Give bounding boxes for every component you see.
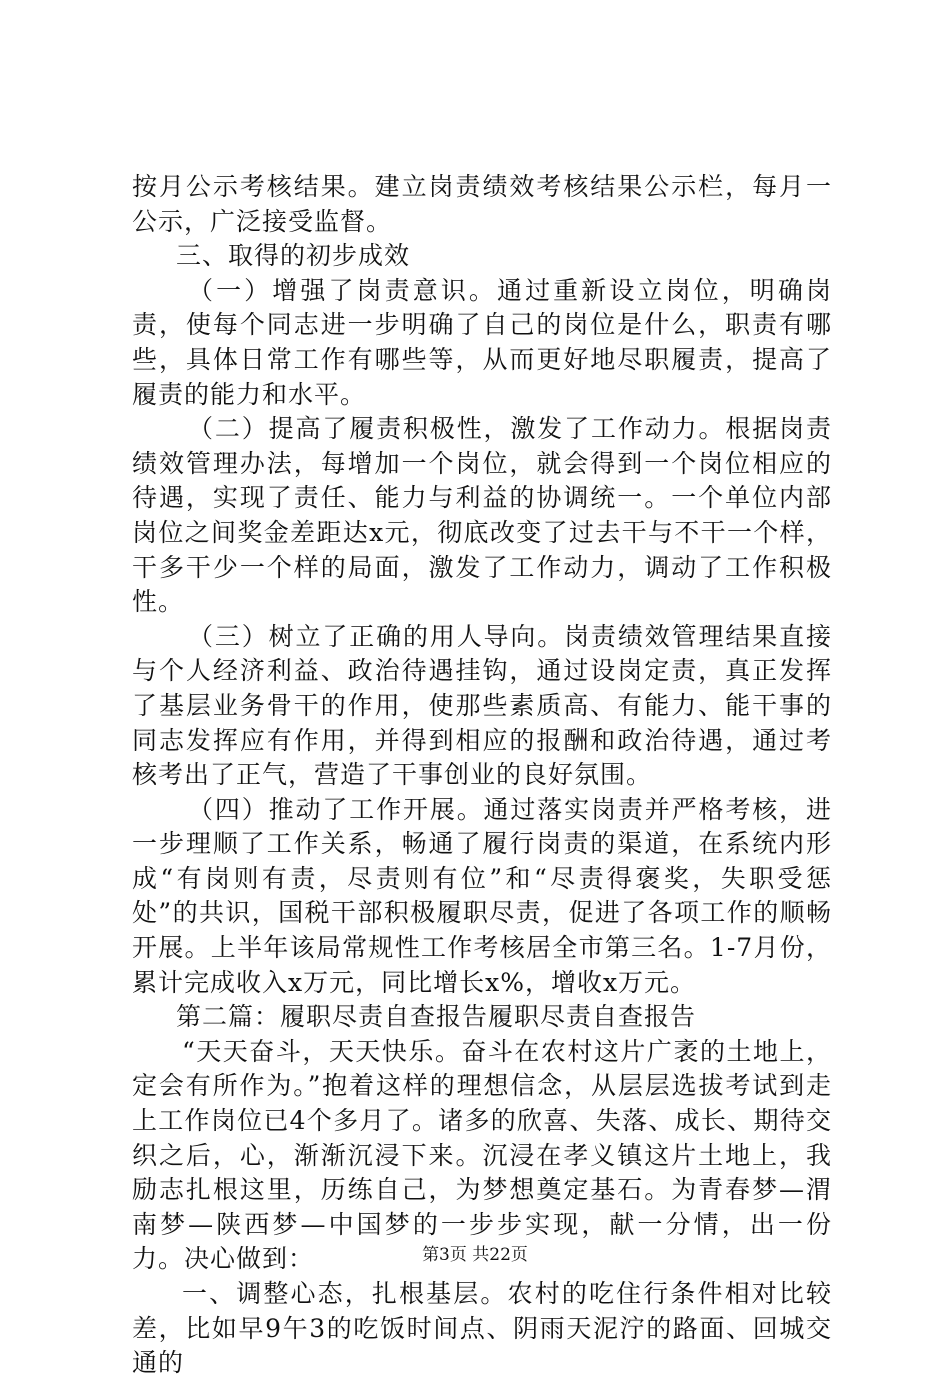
paragraph-result-3: （三）树立了正确的用人导向。岗责绩效管理结果直接与个人经济利益、政治待遇挂钩，通过设岗定责，真正发挥了基层业务骨干的作用，使那些素质高、有能力、能干事的同志发挥应有作用，并得到相应的报酬和政治待遇，通过考核考出了正气，营造了干事创业的良好氛围。: [132, 621, 832, 790]
paragraph-intro-quote: “天天奋斗，天天快乐。奋斗在农村这片广袤的土地上，定会有所作为。”抱着这样的理想信念，从层层选拔考试到走上工作岗位已4个多月了。诸多的欣喜、失落、成长、期待交织之后，心，渐渐沉浸下来。沉浸在孝义镇这片土地上，我励志扎根这里，历练自己，为梦想奠定基石。为青春梦—渭南梦—陕西梦—中国梦的一步步实现，献一分情，出一份力。决心做到：: [132, 1036, 832, 1274]
page-number: 第3页: [422, 1245, 467, 1265]
paragraph-result-2: （二）提高了履责积极性，激发了工作动力。根据岗责绩效管理办法，每增加一个岗位，就会得到一个岗位相应的待遇，实现了责任、能力与利益的协调统一。一个单位内部岗位之间奖金差距达x元，彻底改变了过去干与不干一个样，干多干少一个样的局面，激发了工作动力，调动了工作积极性。: [132, 414, 832, 617]
page-total: 共22页: [472, 1245, 528, 1265]
section-heading-results: 三、取得的初步成效: [176, 241, 411, 271]
chapter-heading-part-two: 第二篇：履职尽责自查报告履职尽责自查报告: [176, 1002, 697, 1032]
document-body: [132, 170, 832, 1381]
paragraph-publicity: 按月公示考核结果。建立岗责绩效考核结果公示栏，每月一公示，广泛接受监督。: [132, 172, 832, 236]
paragraph-point-1: 一、调整心态，扎根基层。农村的吃住行条件相对比较差，比如早9午3的吃饭时间点、阴雨天泥泞的路面、回城交通的: [132, 1279, 832, 1378]
paragraph-result-1: （一）增强了岗责意识。通过重新设立岗位，明确岗责，使每个同志进一步明确了自己的岗位是什么，职责有哪些，具体日常工作有哪些等，从而更好地尽职履责，提高了履责的能力和水平。: [132, 275, 832, 409]
paragraph-result-4: （四）推动了工作开展。通过落实岗责并严格考核，进一步理顺了工作关系，畅通了履行岗责的渠道，在系统内形成“有岗则有责，尽责则有位”和“尽责得褒奖，失职受惩处”的共识，国税干部积极履职尽责，促进了各项工作的顺畅开展。上半年该局常规性工作考核居全市第三名。1-7月份，累计完成收入x万元，同比增长x%，增收x万元。: [132, 794, 832, 997]
page-footer: [0, 1244, 950, 1266]
